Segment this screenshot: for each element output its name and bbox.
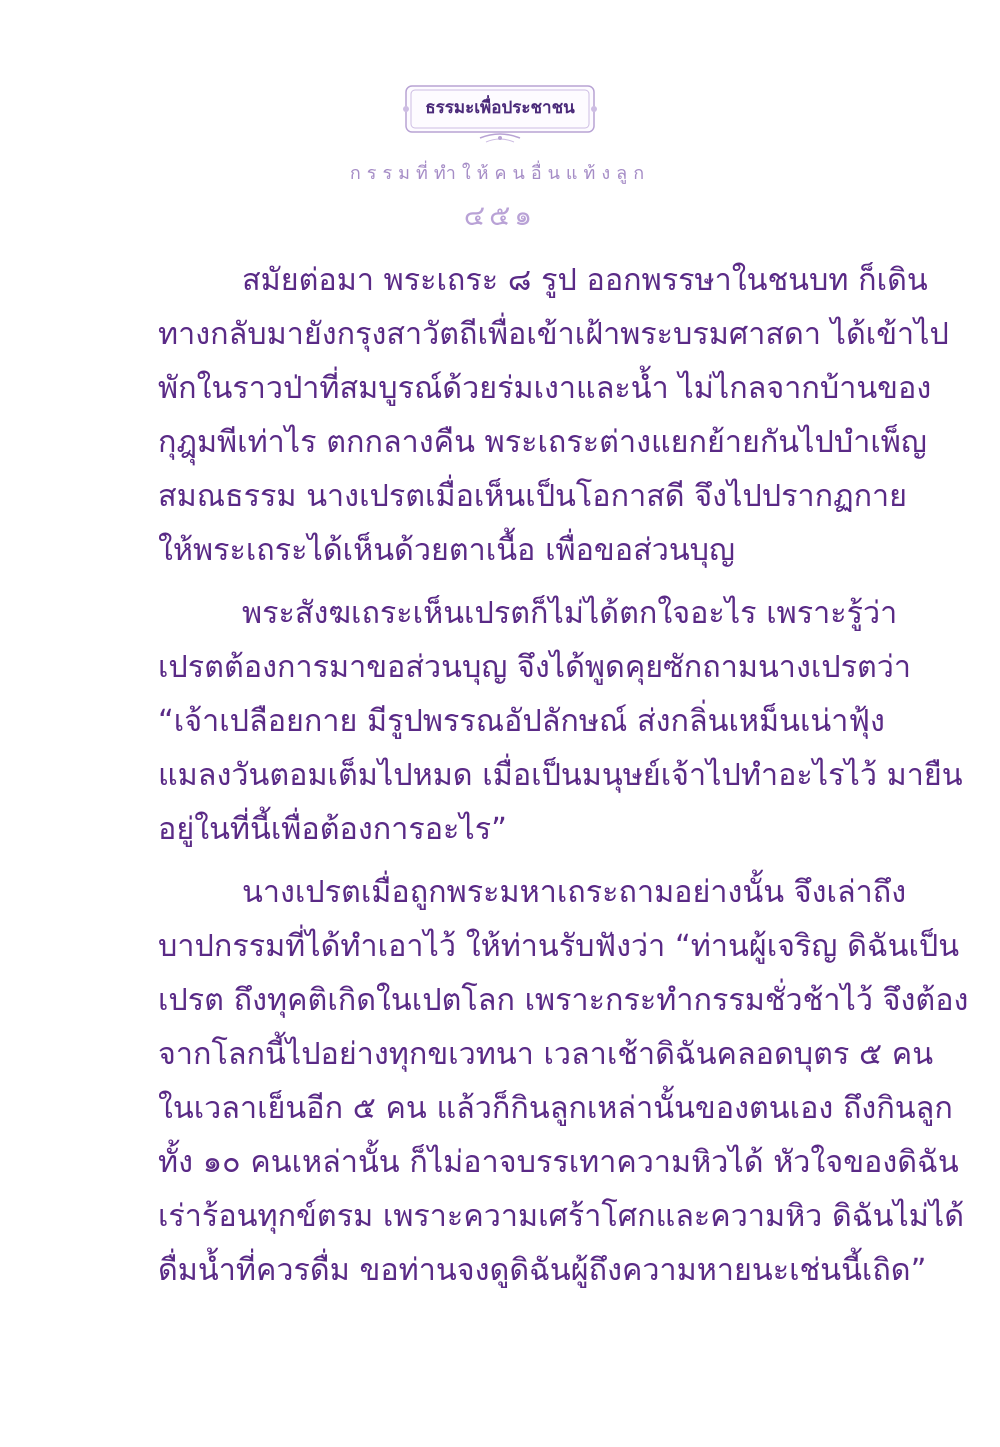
logo-title: ธรรมะเพื่อประชาชน xyxy=(425,98,575,118)
text-line: ให้พระเถระได้เห็นด้วยตาเนื้อ เพื่อขอส่วนบุญ xyxy=(158,533,736,568)
text-line: แมลงวันตอมเต็มไปหมด เมื่อเป็นมนุษย์เจ้าไปทำอะไรไว้ มายืน xyxy=(158,758,963,793)
paragraph xyxy=(158,866,969,1298)
body-text xyxy=(158,254,969,1307)
text-line: เปรตต้องการมาขอส่วนบุญ จึงได้พูดคุยซักถามนางเปรตว่า xyxy=(158,650,912,685)
book-logo xyxy=(400,80,600,150)
text-line: พระสังฆเถระเห็นเปรตก็ไม่ได้ตกใจอะไร เพราะรู้ว่า xyxy=(242,596,898,631)
text-line: สมัยต่อมา พระเถระ ๘ รูป ออกพรรษาในชนบท ก็เดิน xyxy=(242,263,928,298)
chapter-subtitle: กรรมที่ทำให้คนอื่นแท้งลูก xyxy=(349,163,651,184)
page-number: ๔๕๑ xyxy=(463,199,537,232)
text-line: “เจ้าเปลือยกาย มีรูปพรรณอัปลักษณ์ ส่งกลิ่นเหม็นเน่าฟุ้ง xyxy=(158,704,885,739)
text-line: ดื่มน้ำที่ควรดื่ม ขอท่านจงดูดิฉันผู้ถึงความหายนะเช่นนี้เถิด” xyxy=(158,1253,927,1288)
text-line: เร่าร้อนทุกข์ตรม เพราะความเศร้าโศกและความหิว ดิฉันไม่ได้ xyxy=(158,1199,965,1234)
text-line: ทั้ง ๑๐ คนเหล่านั้น ก็ไม่อาจบรรเทาความหิวได้ หัวใจของดิฉัน xyxy=(158,1145,959,1180)
text-line: บาปกรรมที่ได้ทำเอาไว้ ให้ท่านรับฟังว่า “ท่านผู้เจริญ ดิฉันเป็น xyxy=(158,929,960,964)
text-line: ในเวลาเย็นอีก ๕ คน แล้วก็กินลูกเหล่านั้นของตนเอง ถึงกินลูก xyxy=(158,1091,953,1126)
paragraph xyxy=(158,254,949,578)
text-line: เปรต ถึงทุคติเกิดในเปตโลก เพราะกระทำกรรมชั่วช้าไว้ จึงต้อง xyxy=(158,983,969,1018)
paragraph xyxy=(158,587,963,857)
text-line: จากโลกนี้ไปอย่างทุกขเวทนา เวลาเช้าดิฉันคลอดบุตร ๕ คน xyxy=(158,1037,934,1072)
text-line: ทางกลับมายังกรุงสาวัตถีเพื่อเข้าเฝ้าพระบรมศาสดา ได้เข้าไป xyxy=(158,317,949,352)
text-line: กุฎุมพีเท่าไร ตกกลางคืน พระเถระต่างแยกย้ายกันไปบำเพ็ญ xyxy=(158,425,927,460)
text-line: นางเปรตเมื่อถูกพระมหาเถระถามอย่างนั้น จึงเล่าถึง xyxy=(242,875,907,910)
text-line: อยู่ในที่นี้เพื่อต้องการอะไร” xyxy=(158,812,507,847)
text-line: พักในราวป่าที่สมบูรณ์ด้วยร่มเงาและน้ำ ไม่ไกลจากบ้านของ xyxy=(158,371,932,406)
text-line: สมณธรรม นางเปรตเมื่อเห็นเป็นโอกาสดี จึงไปปรากฏกาย xyxy=(158,479,908,514)
